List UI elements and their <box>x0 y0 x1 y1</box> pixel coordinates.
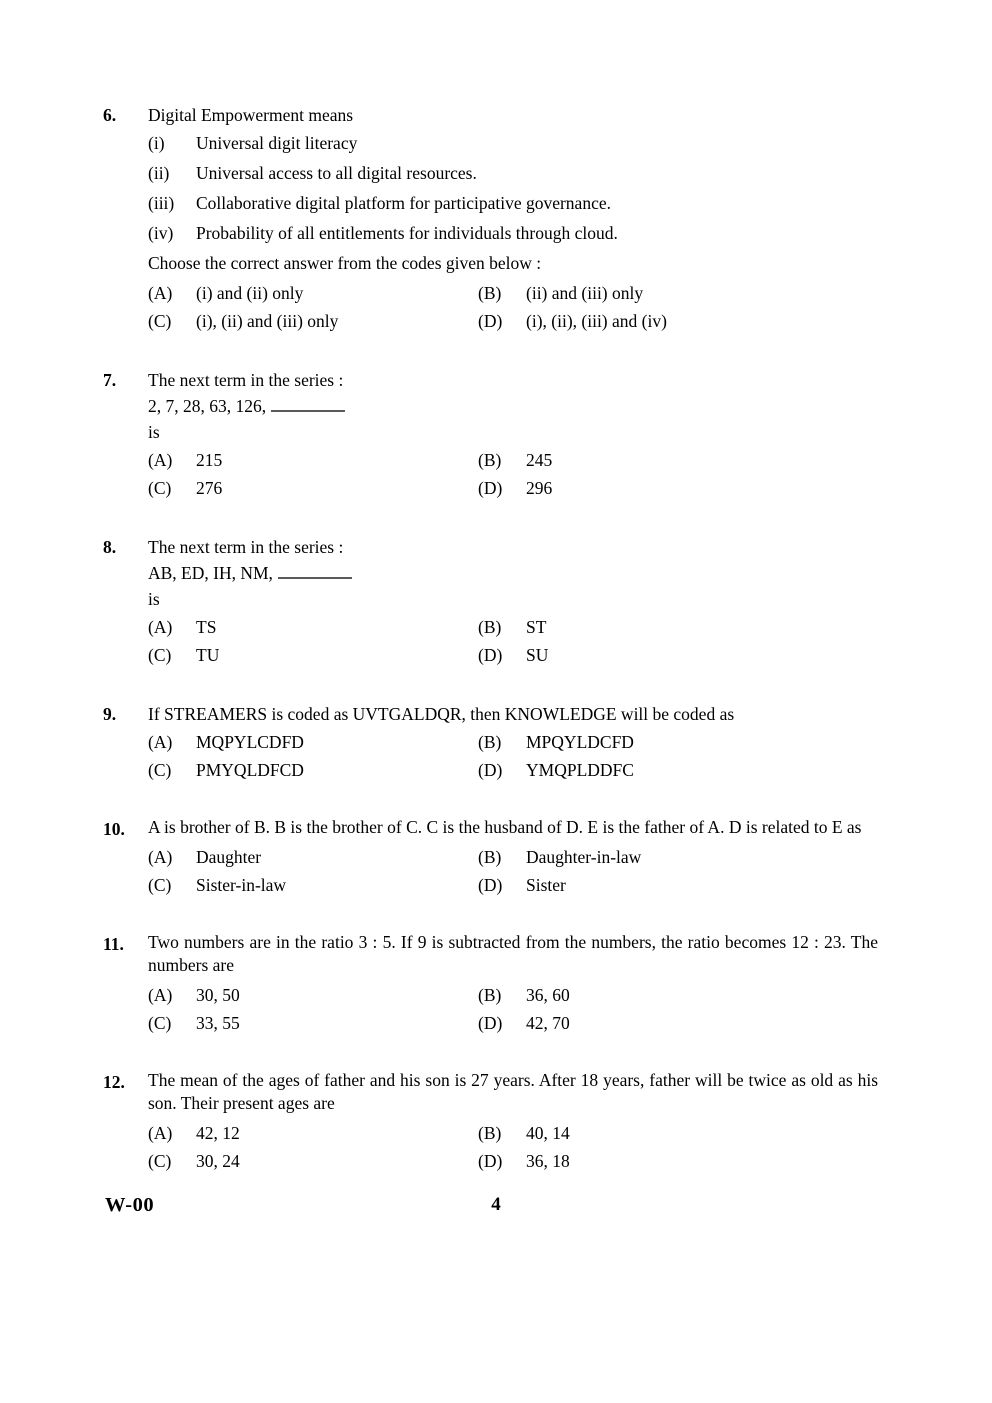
question-block <box>103 816 878 899</box>
question-stem-text: is <box>148 422 160 442</box>
options-grid <box>148 843 878 899</box>
question-number: 8. <box>103 537 117 557</box>
option-text: (i), (ii) and (iii) only <box>196 311 339 331</box>
option-label: (A) <box>148 732 173 752</box>
option-label: (C) <box>148 1151 172 1171</box>
question-stem-text: The mean of the ages of father and his son is 27 years. After 18 years, father will be twice as old as his son. Their present ages are <box>148 1070 878 1113</box>
option-label: (C) <box>148 760 172 780</box>
question-stem-text: The next term in the series : <box>148 370 344 390</box>
option-text: Daughter-in-law <box>526 847 642 867</box>
option-label: (C) <box>148 875 172 895</box>
question-stem-text: Digital Empowerment means <box>148 105 354 125</box>
option-label: (A) <box>148 617 173 637</box>
option-text: TS <box>196 617 217 637</box>
option-label: (C) <box>148 311 172 331</box>
question-block <box>103 931 878 1037</box>
option-label: (D) <box>478 645 503 665</box>
option-label: (D) <box>478 478 503 498</box>
question-number: 6. <box>103 105 117 125</box>
question-body <box>148 701 878 784</box>
option-label: (C) <box>148 478 172 498</box>
question-stem-line <box>148 586 878 612</box>
question-body <box>148 816 878 899</box>
options-grid <box>148 446 878 502</box>
question-body <box>148 1069 878 1175</box>
option-label: (C) <box>148 645 172 665</box>
question-block <box>103 1069 878 1175</box>
question-stem-text: The next term in the series : <box>148 537 344 557</box>
option-text: 296 <box>526 478 553 498</box>
question-stem-line <box>148 393 878 419</box>
question-stem-line <box>148 419 878 445</box>
option-label: (D) <box>478 1013 503 1033</box>
option-text: PMYQLDFCD <box>196 760 304 780</box>
question-stem-text: If STREAMERS is coded as UVTGALDQR, then KNOWLEDGE will be coded as <box>148 704 735 724</box>
option-text: Sister-in-law <box>196 875 287 895</box>
question-number: 9. <box>103 704 117 724</box>
question-stem-text: 2, 7, 28, 63, 126, <box>148 396 267 416</box>
choose-answer-note: Choose the correct answer from the codes given below : <box>148 253 542 273</box>
option-text: 245 <box>526 450 553 470</box>
statement-label: (i) <box>148 133 165 153</box>
option-text: ST <box>526 617 547 637</box>
option-text: Sister <box>526 875 566 895</box>
option-label: (A) <box>148 985 173 1005</box>
question-body <box>148 367 878 502</box>
statement-text: Universal access to all digital resources. <box>196 163 477 183</box>
statement-text: Probability of all entitlements for individuals through cloud. <box>196 223 618 243</box>
question-number: 12. <box>103 1072 125 1092</box>
option-text: 215 <box>196 450 223 470</box>
option-label: (A) <box>148 450 173 470</box>
statement-label: (iii) <box>148 193 175 213</box>
options-grid <box>148 728 878 784</box>
question-body <box>148 102 878 335</box>
options-grid <box>148 1119 878 1175</box>
statement-item <box>148 128 878 158</box>
statement-text: Collaborative digital platform for participative governance. <box>196 193 611 213</box>
question-stem-line <box>148 367 878 393</box>
question-block <box>103 534 878 669</box>
question-stem-line <box>148 534 878 560</box>
question-body <box>148 534 878 669</box>
booklet-code: W-00 <box>105 1194 155 1216</box>
options-grid <box>148 981 878 1037</box>
option-text: (i), (ii), (iii) and (iv) <box>526 311 667 331</box>
fill-in-blank-line <box>271 398 345 412</box>
option-label: (D) <box>478 311 503 331</box>
question-number: 7. <box>103 370 117 390</box>
option-label: (A) <box>148 283 173 303</box>
statement-text: Universal digit literacy <box>196 133 358 153</box>
question-stem-line <box>148 701 878 727</box>
question-stem-line <box>148 1069 878 1118</box>
option-text: Daughter <box>196 847 262 867</box>
statement-item <box>148 188 878 218</box>
page-footer <box>0 1194 992 1216</box>
option-text: 36, 60 <box>526 985 570 1005</box>
option-label: (B) <box>478 732 502 752</box>
question-block <box>103 367 878 502</box>
option-label: (B) <box>478 450 502 470</box>
question-body <box>148 931 878 1037</box>
option-label: (C) <box>148 1013 172 1033</box>
question-number: 10. <box>103 819 125 839</box>
option-text: 40, 14 <box>526 1123 570 1143</box>
option-label: (B) <box>478 283 502 303</box>
question-stem-line <box>148 560 878 586</box>
question-stem-line <box>148 102 878 128</box>
options-grid <box>148 279 878 335</box>
option-label: (B) <box>478 1123 502 1143</box>
option-label: (D) <box>478 875 503 895</box>
option-label: (A) <box>148 1123 173 1143</box>
option-label: (D) <box>478 760 503 780</box>
question-number: 11. <box>103 934 124 954</box>
question-stem-text: is <box>148 589 160 609</box>
option-text: TU <box>196 645 220 665</box>
question-stem-text: A is brother of B. B is the brother of C. C is the husband of D. E is the father of A. D is related to E as <box>148 817 862 837</box>
statement-label: (ii) <box>148 163 170 183</box>
option-text: MQPYLCDFD <box>196 732 304 752</box>
statement-item <box>148 158 878 188</box>
options-grid <box>148 613 878 669</box>
option-label: (B) <box>478 847 502 867</box>
question-stem-line <box>148 816 878 842</box>
statement-item <box>148 218 878 248</box>
statement-label: (iv) <box>148 223 174 243</box>
option-text: 30, 50 <box>196 985 240 1005</box>
option-text: 42, 12 <box>196 1123 240 1143</box>
option-text: 33, 55 <box>196 1013 240 1033</box>
option-text: (i) and (ii) only <box>196 283 304 303</box>
question-block <box>103 102 878 335</box>
option-text: MPQYLDCFD <box>526 732 634 752</box>
option-label: (B) <box>478 985 502 1005</box>
question-block <box>103 701 878 784</box>
option-text: YMQPLDDFC <box>526 760 634 780</box>
option-label: (A) <box>148 847 173 867</box>
option-text: 36, 18 <box>526 1151 570 1171</box>
option-text: 30, 24 <box>196 1151 240 1171</box>
question-stem-line <box>148 931 878 980</box>
option-label: (B) <box>478 617 502 637</box>
option-label: (D) <box>478 1151 503 1171</box>
option-text: SU <box>526 645 549 665</box>
option-text: 276 <box>196 478 223 498</box>
question-stem-text: Two numbers are in the ratio 3 : 5. If 9 is subtracted from the numbers, the ratio becomes 12 : 23. The numbers are <box>148 932 878 975</box>
option-text: (ii) and (iii) only <box>526 283 644 303</box>
fill-in-blank-line <box>278 565 352 579</box>
option-text: 42, 70 <box>526 1013 570 1033</box>
page-number: 4 <box>491 1194 501 1215</box>
question-stem-text: AB, ED, IH, NM, <box>148 563 273 583</box>
